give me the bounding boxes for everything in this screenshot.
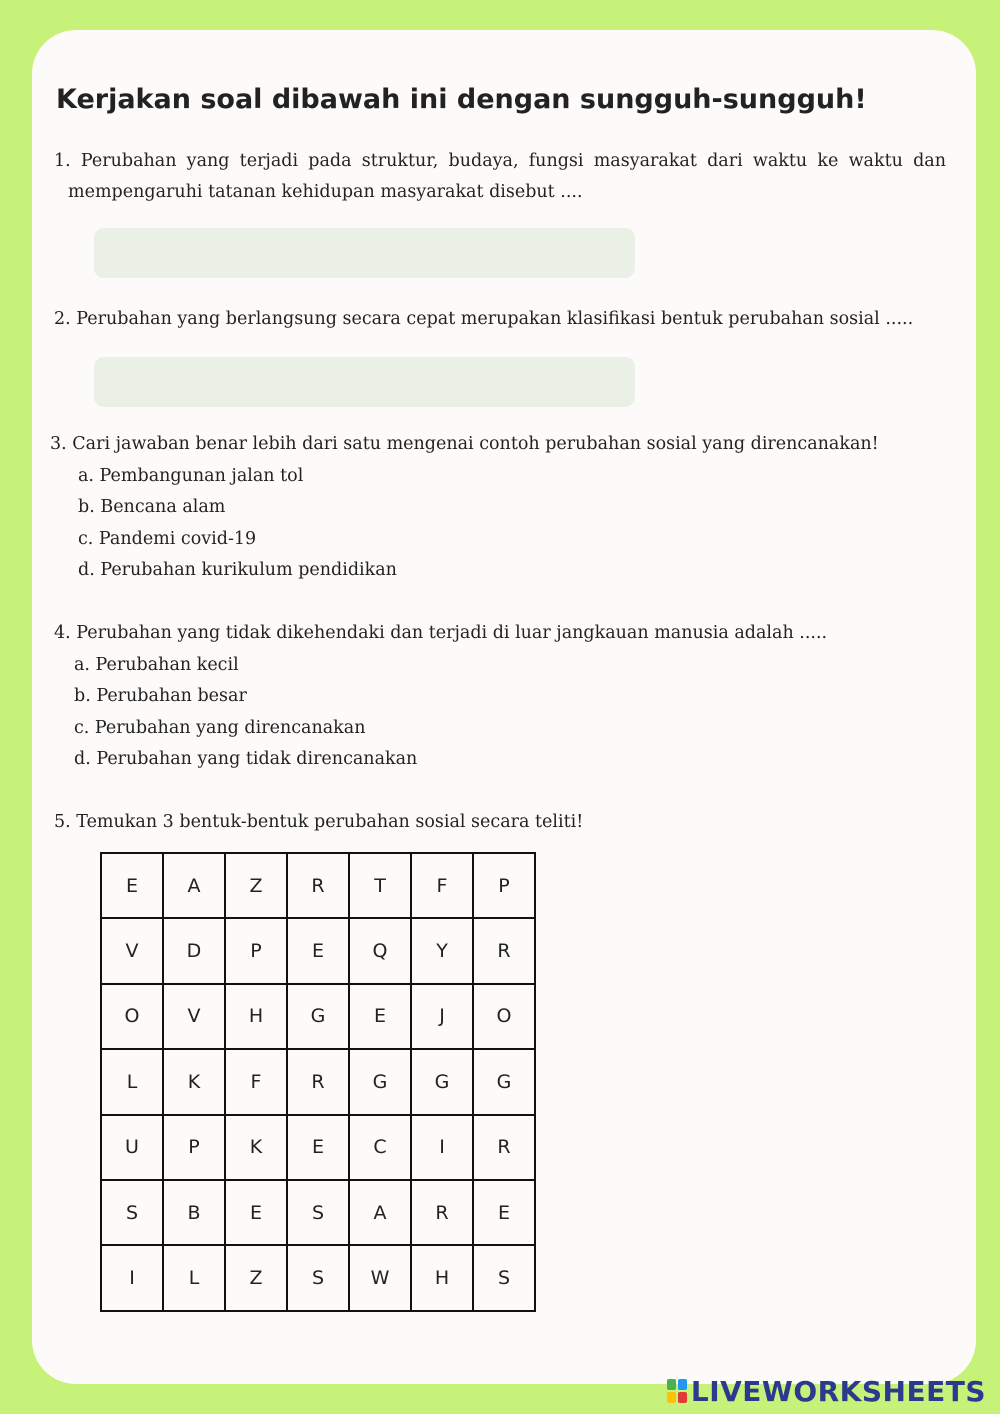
grid-cell[interactable]: P <box>225 918 287 983</box>
grid-cell[interactable]: R <box>287 853 349 918</box>
grid-row <box>101 1115 535 1180</box>
grid-cell[interactable]: V <box>101 918 163 983</box>
grid-cell[interactable]: E <box>287 918 349 983</box>
question-3: 3. Cari jawaban benar lebih dari satu mengenai contoh perubahan sosial yang direncanakan! <box>50 434 879 454</box>
grid-cell[interactable]: P <box>473 853 535 918</box>
grid-cell[interactable]: Q <box>349 918 411 983</box>
grid-cell[interactable]: R <box>473 1115 535 1180</box>
answer-input-1[interactable] <box>94 228 635 278</box>
grid-cell[interactable]: O <box>473 984 535 1049</box>
grid-cell[interactable]: O <box>101 984 163 1049</box>
q4-option-a[interactable]: a. Perubahan kecil <box>74 655 239 675</box>
grid-row <box>101 1245 535 1310</box>
question-4: 4. Perubahan yang tidak dikehendaki dan terjadi di luar jangkauan manusia adalah ..... <box>54 623 828 643</box>
grid-cell[interactable]: A <box>163 853 225 918</box>
grid-cell[interactable]: I <box>411 1115 473 1180</box>
grid-row <box>101 984 535 1049</box>
grid-cell[interactable]: B <box>163 1180 225 1245</box>
grid-cell[interactable]: P <box>163 1115 225 1180</box>
worksheet-title: Kerjakan soal dibawah ini dengan sungguh-sungguh! <box>56 84 867 115</box>
grid-row <box>101 1180 535 1245</box>
grid-cell[interactable]: I <box>101 1245 163 1310</box>
grid-cell[interactable]: Y <box>411 918 473 983</box>
answer-input-2[interactable] <box>94 357 635 407</box>
grid-cell[interactable]: G <box>473 1049 535 1114</box>
word-search-grid <box>100 852 536 1312</box>
grid-cell[interactable]: V <box>163 984 225 1049</box>
question-1: 1. Perubahan yang terjadi pada struktur, budaya, fungsi masyarakat dari waktu ke waktu dan mempengaruhi tatanan kehidupan masyarakat disebut .... <box>54 151 946 202</box>
grid-cell[interactable]: H <box>225 984 287 1049</box>
grid-cell[interactable]: D <box>163 918 225 983</box>
grid-cell[interactable]: S <box>101 1180 163 1245</box>
grid-cell[interactable]: R <box>411 1180 473 1245</box>
grid-cell[interactable]: E <box>349 984 411 1049</box>
grid-cell[interactable]: L <box>163 1245 225 1310</box>
grid-row <box>101 918 535 983</box>
grid-cell[interactable]: T <box>349 853 411 918</box>
grid-cell[interactable]: E <box>225 1180 287 1245</box>
grid-cell[interactable]: J <box>411 984 473 1049</box>
grid-row <box>101 853 535 918</box>
q3-option-d[interactable]: d. Perubahan kurikulum pendidikan <box>78 560 397 580</box>
grid-cell[interactable]: K <box>163 1049 225 1114</box>
grid-cell[interactable]: E <box>473 1180 535 1245</box>
grid-cell[interactable]: G <box>411 1049 473 1114</box>
q4-option-b[interactable]: b. Perubahan besar <box>74 686 247 706</box>
grid-cell[interactable]: R <box>287 1049 349 1114</box>
grid-cell[interactable]: R <box>473 918 535 983</box>
grid-cell[interactable]: Z <box>225 853 287 918</box>
grid-cell[interactable]: F <box>411 853 473 918</box>
grid-cell[interactable]: H <box>411 1245 473 1310</box>
grid-cell[interactable]: S <box>287 1180 349 1245</box>
question-5: 5. Temukan 3 bentuk-bentuk perubahan sosial secara teliti! <box>54 812 584 832</box>
grid-cell[interactable]: C <box>349 1115 411 1180</box>
q4-option-c[interactable]: c. Perubahan yang direncanakan <box>74 718 366 738</box>
grid-cell[interactable]: A <box>349 1180 411 1245</box>
q3-option-c[interactable]: c. Pandemi covid-19 <box>78 529 257 549</box>
grid-cell[interactable]: S <box>287 1245 349 1310</box>
grid-cell[interactable]: U <box>101 1115 163 1180</box>
grid-cell[interactable]: G <box>287 984 349 1049</box>
q3-option-a[interactable]: a. Pembangunan jalan tol <box>78 466 304 486</box>
grid-cell[interactable]: Z <box>225 1245 287 1310</box>
grid-cell[interactable]: K <box>225 1115 287 1180</box>
grid-row <box>101 1049 535 1114</box>
question-2: 2. Perubahan yang berlangsung secara cepat merupakan klasifikasi bentuk perubahan sosial ..... <box>54 309 914 329</box>
grid-cell[interactable]: G <box>349 1049 411 1114</box>
grid-cell[interactable]: L <box>101 1049 163 1114</box>
grid-cell[interactable]: F <box>225 1049 287 1114</box>
brand-name: LIVEWORKSHEETS <box>690 1374 986 1408</box>
grid-cell[interactable]: E <box>287 1115 349 1180</box>
q4-option-d[interactable]: d. Perubahan yang tidak direncanakan <box>74 749 418 769</box>
grid-cell[interactable]: S <box>473 1245 535 1310</box>
q3-option-b[interactable]: b. Bencana alam <box>78 497 226 517</box>
liveworksheets-logo-icon <box>667 1379 687 1403</box>
grid-cell[interactable]: W <box>349 1245 411 1310</box>
grid-cell[interactable]: E <box>101 853 163 918</box>
liveworksheets-brand[interactable] <box>667 1374 986 1408</box>
